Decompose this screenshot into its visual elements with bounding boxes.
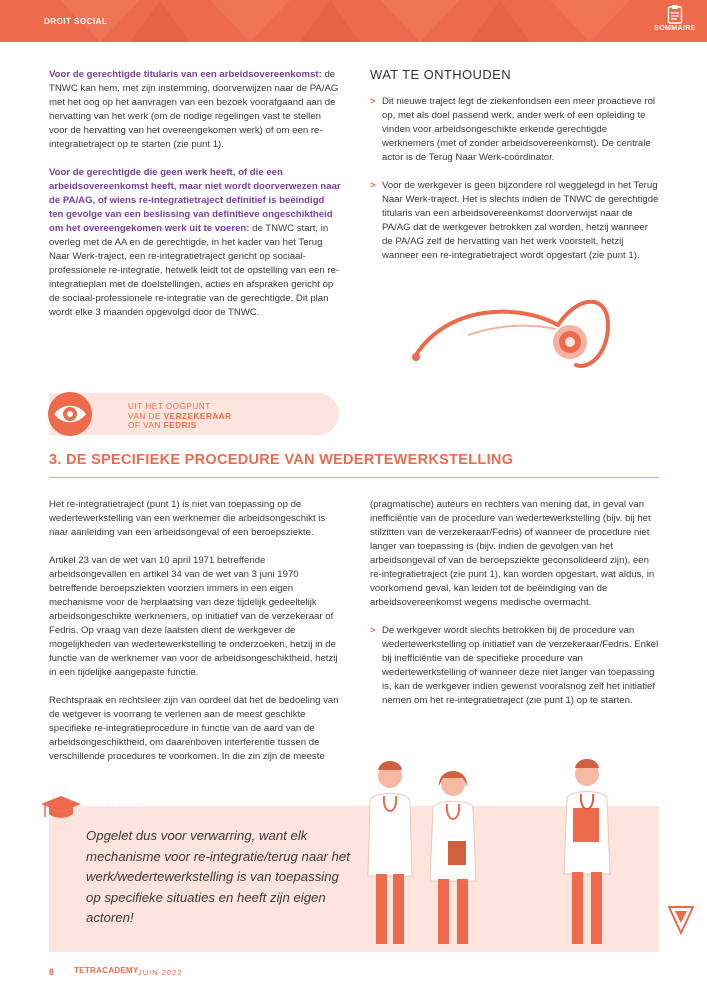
header-pattern: [380, 0, 460, 42]
bullet-mark: >: [370, 180, 376, 191]
header-pattern: [550, 0, 630, 42]
graduation-cap-icon: [40, 795, 82, 821]
remember-item-text: Dit nieuwe traject legt de ziekenfondsen een meer proactieve rol op, met als doel passend werk, ander werk of een opleiding te vinden voor arbeidsongeschikte erkende gerechtigde werknemers (met of zonder arbeidsovereenkomst). De centrale actor is de Terug Naar Werk-coördinator.: [382, 96, 656, 163]
tetra-corner-icon: [668, 905, 694, 935]
sommaire-button[interactable]: [649, 4, 701, 38]
badge-line-3: OF VAN FEDRIS: [128, 421, 197, 430]
doctor-figure: [430, 771, 476, 944]
paragraph: Het re-integratietraject (punt 1) is niet van toepassing op de wedertewerkstelling van een werknemer die arbeidsongeschikt is naar aanleiding van een arbeidsongeval of een beroepsziekte.: [49, 499, 326, 538]
divider: [49, 477, 659, 478]
remember-title: WAT TE ONTHOUDEN: [370, 67, 511, 82]
bullet-mark: >: [370, 96, 376, 107]
remember-item: [370, 95, 660, 165]
header-pattern: [300, 0, 360, 42]
header-pattern: [210, 0, 290, 42]
section-title: DROIT SOCIAL: [44, 17, 108, 26]
eye-icon: [52, 402, 88, 426]
paragraph-text: de TNWC start, in overleg met de AA en de gerechtigde, in het kader van het Terug Naar Werk-traject, een re-integratietraject gericht op sociaal-professionele re-integratie, hetwelk leidt tot de opstelling van een re-integratieplan met de doelstellingen, acties en afspraken gericht op de sociaal-professionele re-integratie van de gerechtigde. Dit plan wordt elke 3 maanden opgevolgd door de TNWC.: [49, 223, 340, 318]
badge-line-1: UIT HET OOGPUNT: [128, 402, 211, 411]
conclusion-label: CONCLUSIE: [88, 800, 141, 809]
conclusion-text: Opgelet dus voor verwarring, want elk mechanisme voor re-integratie/terug naar het werk/wedertewerkstelling is van toepassing op specifieke situaties en heeft zijn eigen actoren!: [86, 828, 350, 925]
section3-left-column: [49, 498, 344, 778]
paragraph: Rechtspraak en rechtsleer zijn van oordeel dat het de bedoeling van de wetgever is voorrang te verlenen aan de meest geschikte specifieke re-integratieprocedure in functie van de aard van de arbeidsongeschiktheid, om daarenboven interferentie tussen de verschillende procedures te voorkomen. In die zin zijn de meeste: [49, 695, 339, 762]
paragraph: (pragmatische) auteurs en rechters van mening dat, in geval van inefficiëntie van de procedure van wedertewerkstelling (bijv. bij het stilzitten van de verzekeraar/Fedris) of wanneer de procedure niet langer van toepassing is (bijv. indien de gevolgen van het arbeidsongeval of van de beroepsziekte geconsolideerd zijn), een re-integratietraject (zie punt 1), kan worden opgestart, wat aldus, in voorkomend geval, kan leiden tot de beëindiging van de arbeidsovereenkomst wegens medische overmacht.: [370, 499, 655, 608]
doctors-illustration: [360, 756, 625, 952]
paragraph-lead: Voor de gerechtigde die geen werk heeft, of die een arbeidsovereenkomst heeft, maar niet wordt doorverwezen naar de PA/AG, of wiens re-integratietraject definitief is beëindigd ten gevolge van een beslissing van definitieve ongeschiktheid om het overeengekomen werk uit te voeren:: [49, 167, 341, 234]
header-pattern: [470, 0, 530, 42]
paragraph: [49, 166, 341, 320]
paragraph: Artikel 23 van de wet van 10 april 1971 betreffende arbeidsongevallen en artikel 34 van de wet van 3 juni 1970 betreffende beroepsziekten voorzien immers in een eigen mechanisme voor de herplaatsing van deze tijdelijk gedeeltelijk arbeidsongeschikte werknemers, op initiatief van de verzekeraar of Fedris. Op vraag van deze laatsten dient de werkgever de mogelijkheden van wedertewerkstelling te onderzoeken, hetzij in de functie van de werknemer van voor de arbeidsongeschiktheid, hetzij in een tijdelijke aangepaste functie.: [49, 555, 338, 678]
clipboard-icon: [667, 4, 683, 24]
remember-item-text: Voor de werkgever is geen bijzondere rol weggelegd in het Terug Naar Werk-traject. Het is slechts indien de TNWC de gerechtigde titularis van een arbeidsovereenkomst doorverwijst naar de PA/AG dat de werkgever betrokken zal worden, hetzij wanneer de PA/AG zelf de hervatting van het werk voorstelt, hetzij wanneer een re-integratietraject wordt opgestart (zie punt 1).: [382, 180, 659, 261]
left-column-top: [49, 68, 341, 334]
employer-note: [370, 624, 660, 708]
paragraph: [49, 68, 341, 152]
doctor-figure: [564, 759, 610, 944]
stethoscope-illustration: [408, 285, 618, 380]
paragraph-lead: Voor de gerechtigde titularis van een arbeidsovereenkomst:: [49, 69, 322, 80]
section3-right-column: [370, 498, 660, 722]
doctor-figure: [368, 761, 412, 944]
footer-date: JUIN 2022: [138, 968, 183, 977]
page-number: 8: [49, 967, 55, 977]
section-heading: 3. DE SPECIFIEKE PROCEDURE VAN WEDERTEWERKSTELLING: [49, 452, 514, 468]
sommaire-label: SOMMAIRE: [654, 25, 696, 32]
bullet-mark: >: [370, 625, 376, 636]
remember-box: [370, 68, 660, 277]
badge-line-2: VAN DE VERZEKERAAR: [128, 411, 232, 421]
tetracademy-logo: TETRACADEMY: [74, 966, 139, 975]
header-pattern: [130, 0, 190, 42]
remember-item: [370, 179, 660, 263]
paragraph-text: de TNWC kan hem, met zijn instemming, doorverwijzen naar de PA/AG met het oog op het aanvragen van een bezoek voorafgaand aan de hervatting van het werk (om de nodige regelingen vast te stellen voor de hervatting van het overeengekomen werk) of om een re-integratietraject op te starten (zie punt 1).: [49, 69, 339, 150]
employer-note-text: De werkgever wordt slechts betrokken bij de procedure van wedertewerkstelling op initiatief van de verzekeraar/Fedris. Enkel bij inefficiëntie van de specifieke procedure van wedertewerkstelling of wanneer deze niet langer van toepassing is, kan de werkgever indien gewenst vooralsnog zelf het initiatief nemen om het re-integratietraject (zie punt 1) op te starten.: [382, 625, 659, 706]
insurer-badge-text: [128, 402, 231, 431]
